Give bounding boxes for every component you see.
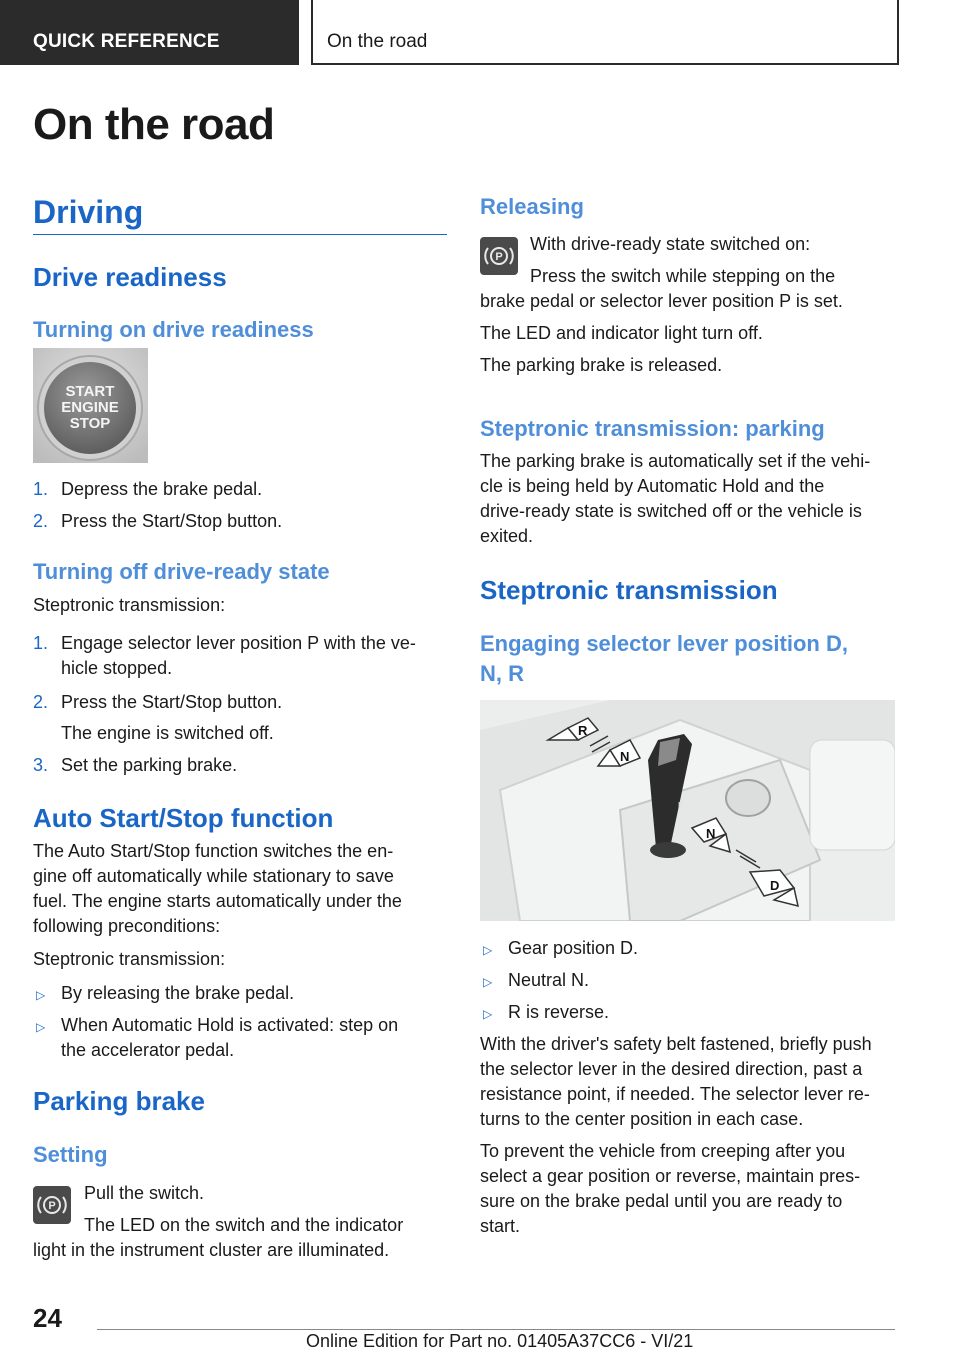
header-section-tab	[0, 0, 299, 65]
bullet-triangle-icon: ▷	[36, 988, 46, 1002]
header-chapter-label: On the road	[327, 31, 428, 52]
svg-text:P: P	[48, 1200, 56, 1212]
heading-setting: Setting	[33, 1142, 108, 1167]
step-number: 2.	[33, 692, 49, 712]
paragraph: The parking brake is automatically set if the vehi‐	[480, 451, 871, 471]
heading-releasing: Releasing	[480, 194, 584, 219]
start-button-line-2: ENGINE	[61, 399, 119, 416]
heading-steptronic: Steptronic transmission	[480, 575, 778, 605]
heading-turning-off: Turning off drive-ready state	[33, 559, 330, 584]
paragraph: start.	[480, 1216, 521, 1236]
bullet-text: Neutral N.	[508, 970, 590, 990]
start-button-line-1: START	[65, 383, 115, 400]
paragraph: The LED and indicator light turn off.	[480, 323, 763, 343]
heading-steptronic-parking: Steptronic transmission: parking	[480, 416, 825, 441]
paragraph: brake pedal or selector lever position P is set.	[480, 291, 843, 311]
paragraph: To prevent the vehicle from creeping after you	[480, 1141, 846, 1161]
step-text: The engine is switched off.	[61, 723, 274, 743]
bullet-text: Gear position D.	[508, 938, 639, 958]
heading-engaging-selector: Engaging selector lever position D,	[480, 631, 848, 656]
paragraph: Press the switch while stepping on the	[530, 266, 836, 286]
header-section-label: QUICK REFERENCE	[33, 31, 220, 52]
gear-label: D	[770, 878, 780, 893]
heading-turning-on: Turning on drive readiness	[33, 317, 314, 342]
bullet-text: When Automatic Hold is activated: step on	[61, 1015, 399, 1035]
paragraph: The parking brake is released.	[480, 355, 723, 375]
section-rule	[33, 234, 447, 235]
parking-brake-icon	[33, 1186, 71, 1224]
footer-edition: Online Edition for Part no. 01405A37CC6 - VI/21	[306, 1331, 694, 1351]
bullet-text: By releasing the brake pedal.	[61, 983, 295, 1003]
bullet-text: R is reverse.	[508, 1002, 610, 1022]
paragraph: The Auto Start/Stop function switches the en‐	[33, 841, 394, 861]
bullet-triangle-icon: ▷	[483, 975, 493, 989]
paragraph: resistance point, if needed. The selector lever re‐	[480, 1084, 870, 1104]
gear-selector-illustration	[480, 700, 895, 921]
page-title: On the road	[33, 100, 275, 149]
step-text: Set the parking brake.	[61, 755, 238, 775]
step-text: Press the Start/Stop button.	[61, 692, 283, 712]
paragraph: gine off automatically while stationary to save	[33, 866, 394, 886]
paragraph: light in the instrument cluster are illuminated.	[33, 1240, 390, 1260]
paragraph: cle is being held by Automatic Hold and the	[480, 476, 825, 496]
step-number: 1.	[33, 633, 49, 653]
paragraph: The LED on the switch and the indicator	[84, 1215, 404, 1235]
step-number: 1.	[33, 479, 49, 499]
paragraph: Steptronic transmission:	[33, 949, 226, 969]
bullet-triangle-icon: ▷	[483, 943, 493, 957]
page-number: 24	[33, 1303, 62, 1333]
paragraph: With the driver's safety belt fastened, briefly push	[480, 1034, 872, 1054]
heading-driving: Driving	[33, 194, 144, 230]
paragraph: Pull the switch.	[84, 1183, 205, 1203]
start-engine-stop-button-image	[33, 348, 148, 463]
bullet-triangle-icon: ▷	[483, 1007, 493, 1021]
gear-label: N	[706, 826, 716, 841]
step-text: Engage selector lever position P with the ve‐	[61, 633, 416, 653]
step-text: Press the Start/Stop button.	[61, 511, 283, 531]
svg-text:P: P	[495, 251, 503, 263]
paragraph: drive-ready state is switched off or the vehicle is	[480, 501, 862, 521]
paragraph: turns to the center position in each case.	[480, 1109, 804, 1129]
start-button-line-3: STOP	[69, 415, 111, 432]
step-text: Depress the brake pedal.	[61, 479, 263, 499]
paragraph: sure on the brake pedal until you are ready to	[480, 1191, 843, 1211]
parking-brake-icon	[480, 237, 518, 275]
paragraph: fuel. The engine starts automatically under the	[33, 891, 402, 911]
heading-engaging-selector-cont: N, R	[480, 661, 524, 686]
paragraph: Steptronic transmission:	[33, 595, 226, 615]
paragraph: With drive-ready state switched on:	[530, 234, 811, 254]
gear-label: F	[678, 801, 683, 810]
header-chapter-tab	[311, 0, 899, 65]
heading-parking-brake: Parking brake	[33, 1086, 205, 1116]
bullet-text: the accelerator pedal.	[61, 1040, 235, 1060]
step-number: 3.	[33, 755, 49, 775]
paragraph: following preconditions:	[33, 916, 221, 936]
paragraph: the selector lever in the desired direction, past a	[480, 1059, 863, 1079]
gear-label: N	[620, 749, 630, 764]
gear-label: R	[578, 723, 588, 738]
footer-rule	[97, 1329, 895, 1330]
step-number: 2.	[33, 511, 49, 531]
heading-auto-start-stop: Auto Start/Stop function	[33, 803, 334, 833]
paragraph: exited.	[480, 526, 534, 546]
heading-drive-readiness: Drive readiness	[33, 262, 227, 292]
step-text: hicle stopped.	[61, 658, 173, 678]
paragraph: select a gear position or reverse, maintain pres‐	[480, 1166, 861, 1186]
bullet-triangle-icon: ▷	[36, 1020, 46, 1034]
